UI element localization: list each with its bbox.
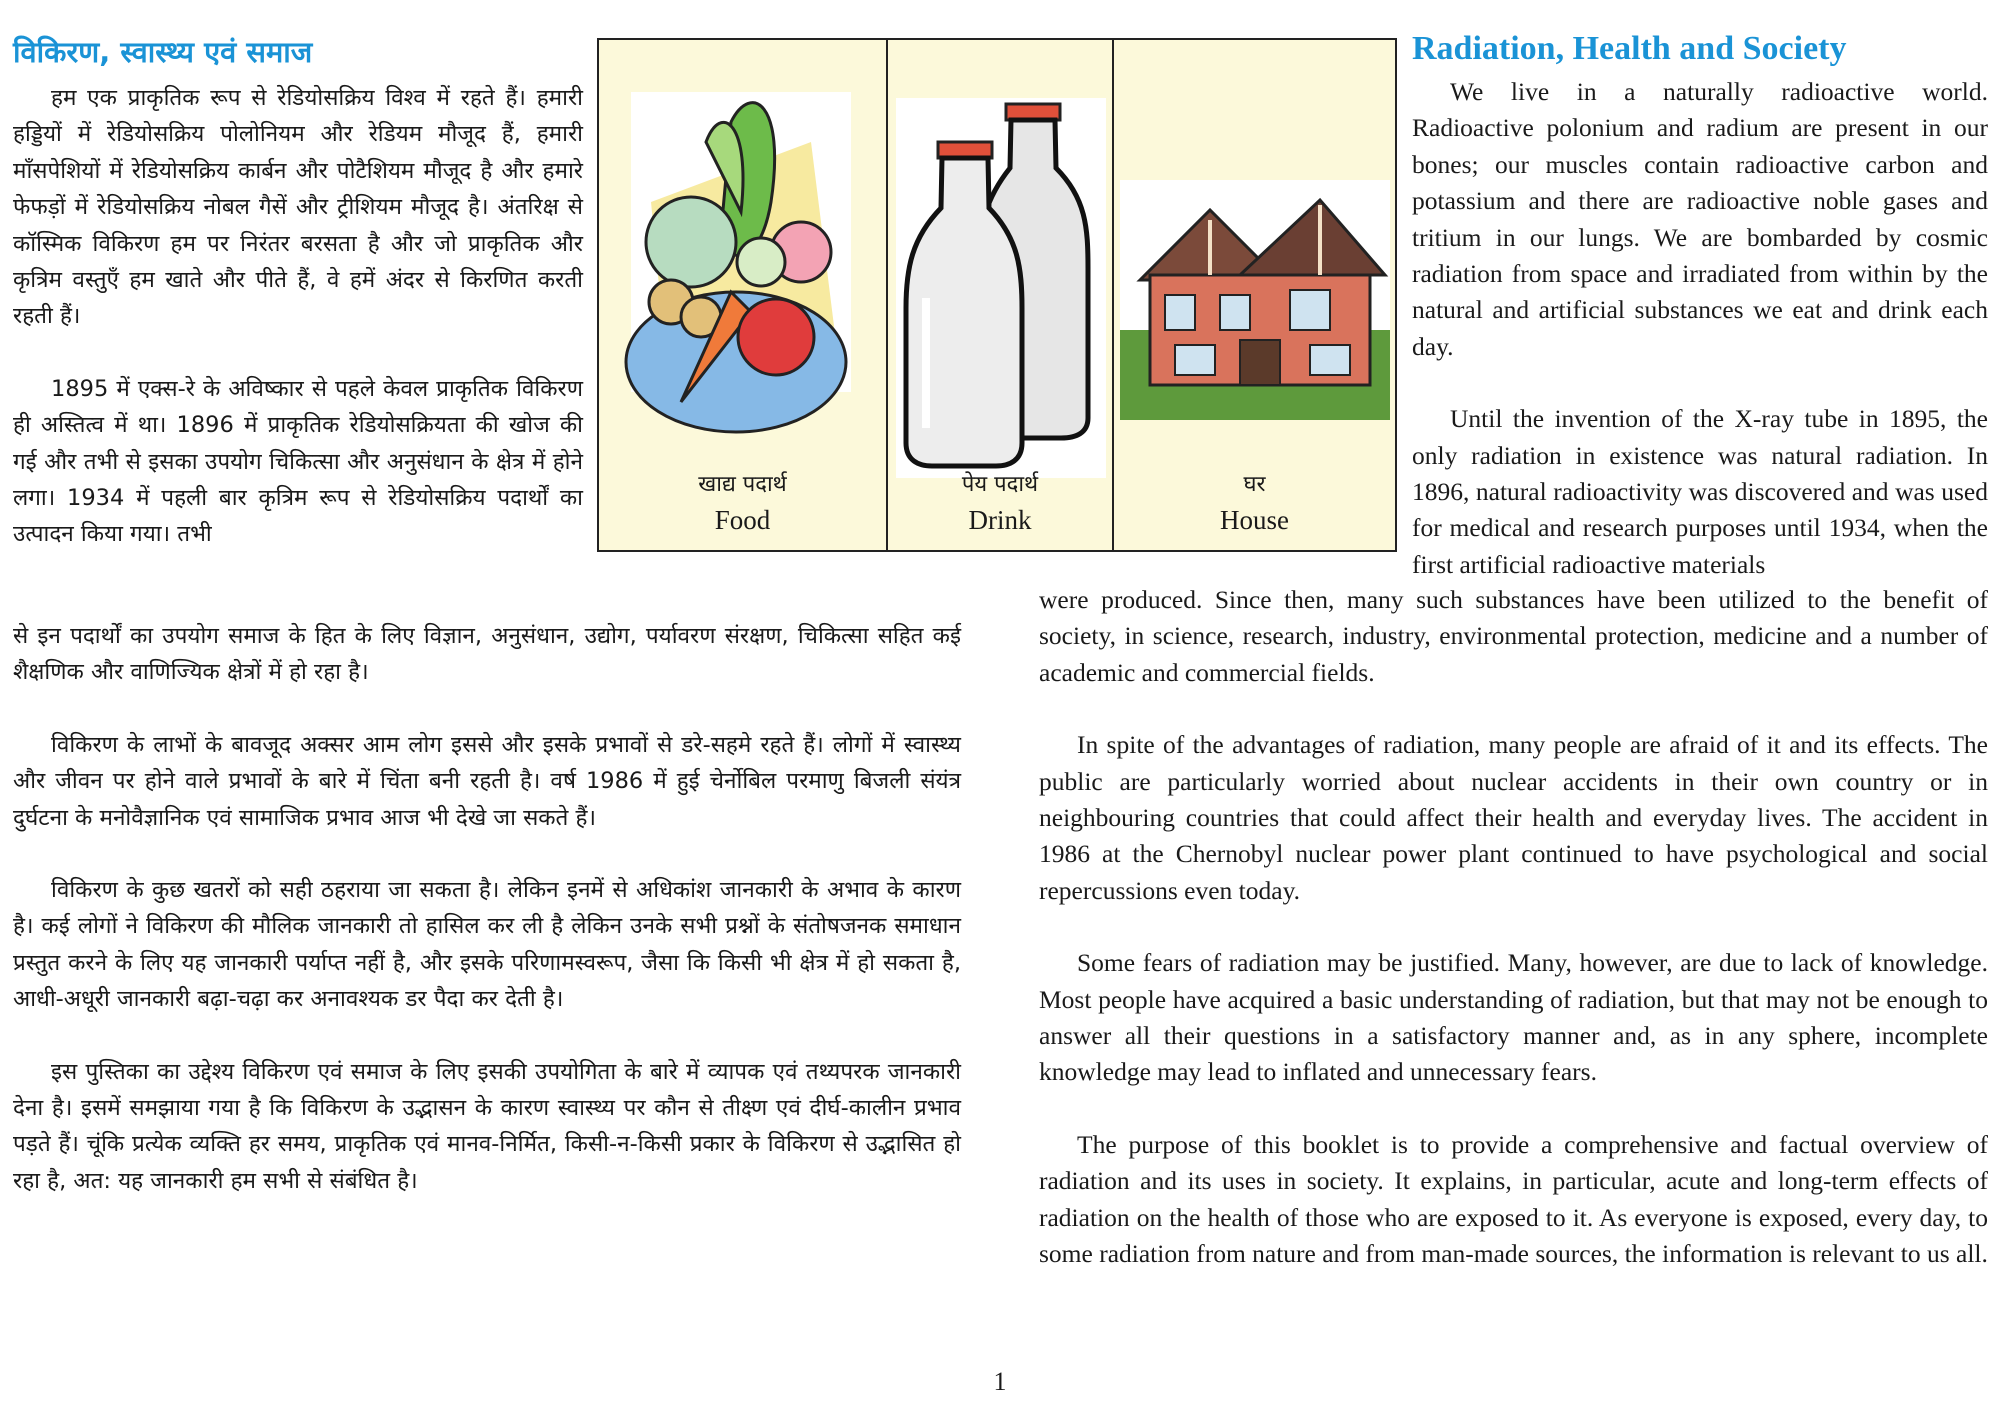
hindi-paragraph-2-rest: से इन पदार्थों का उपयोग समाज के हित के लिए विज्ञान, अनुसंधान, उद्योग, पर्यावरण संरक्षण, चिकित्सा सहित कई शैक्षणिक और वाणिज्यिक क्षेत्रों में हो रहा है।: [13, 623, 961, 686]
figure-caption-drink: [888, 468, 1112, 538]
english-paragraph-4: Some fears of radiation may be justified. Many, however, are due to lack of knowledge. Most people have acquired a basic understanding of radiation, but that may not be enough to answer all their questions in a satisfactory manner and, as in any sphere, incomplete knowledge may lead to inflated and unnecessary fears.: [1039, 948, 1988, 1087]
figure-caption-food: [599, 468, 886, 538]
caption-hindi: पेय पदार्थ: [961, 472, 1039, 497]
english-column-rest: [1039, 582, 1988, 1273]
english-paragraph-2-top: Until the invention of the X-ray tube in 1895, the only radiation in existence was natural radiation. In 1896, natural radioactivity was discovered and was used for medical and research purposes until 1934, when the first artificial radioactive materials: [1412, 404, 1988, 579]
figure-food-drink-house: [597, 38, 1397, 552]
figure-panel-house: [1112, 40, 1395, 550]
caption-hindi: खाद्य पदार्थ: [698, 472, 787, 497]
house-icon: [1120, 180, 1390, 420]
english-paragraph-3: In spite of the advantages of radiation, many people are afraid of it and its effects. The public are particularly worried about nuclear accidents in their own country or in neighbouring countries that could affect their health and everyday lives. The accident in 1986 at the Chernobyl nuclear power plant continued to have psychological and social repercussions even today.: [1039, 730, 1988, 905]
figure-panel-food: [599, 40, 886, 550]
page-number: 1: [993, 1367, 1007, 1396]
english-paragraph-1: We live in a naturally radioactive world. Radioactive polonium and radium are present in our bones; our muscles contain radioactive carbon and potassium and there are radioactive noble gases and tritium in our lungs. We are bombarded by cosmic radiation from space and irradiated from within by the natural and artificial substances we eat and drink each day.: [1412, 77, 1988, 361]
hindi-paragraph-1: हम एक प्राकृतिक रूप से रेडियोसक्रिय विश्व में रहते हैं। हमारी हड्डियों में रेडियोसक्रिय पोलोनियम और रेडियम मौजूद हैं, हमारी माँसपेशियों में रेडियोसक्रिय कार्बन और पोटैशियम मौजूद है और हमारे फेफड़ों में रेडियोसक्रिय नोबल गैसें और ट्रीशियम मौजूद है। अंतरिक्ष से कॉस्मिक विकिरण हम पर निरंतर बरसता है और जो प्राकृतिक और कृत्रिम वस्तुएँ हम खाते और पीते हैं, वे हमें अंदर से किरणित करती रहती हैं।: [13, 85, 583, 330]
english-heading: Radiation, Health and Society: [1412, 30, 1847, 67]
figure-panel-drink: [886, 40, 1112, 550]
hindi-paragraph-4: विकिरण के कुछ खतरों को सही ठहराया जा सकता है। लेकिन इनमें से अधिकांश जानकारी के अभाव के कारण है। कई लोगों ने विकिरण की मौलिक जानकारी तो हासिल कर ली है लेकिन उनके सभी प्रश्नों के संतोषजनक समाधान प्रस्तुत करने के लिए यह जानकारी पर्याप्त नहीं है, और इसके परिणामस्वरूप, जैसा कि किसी भी क्षेत्र में हो सकता है, आधी-अधूरी जानकारी बढ़ा-चढ़ा कर अनावश्यक डर पैदा कर देती है।: [13, 877, 961, 1013]
figure-caption-house: [1114, 468, 1395, 538]
vegetables-icon: [611, 82, 871, 452]
hindi-column-rest: [13, 618, 961, 1199]
english-paragraph-5: The purpose of this booklet is to provide a comprehensive and factual overview of radiation and its uses in society. It explains, in particular, acute and long-term effects of radiation on the health of those who are exposed to it. As everyone is exposed, every day, to some radiation from nature and from man-made sources, the information is relevant to us all.: [1039, 1129, 1988, 1269]
caption-english: Drink: [968, 505, 1032, 535]
hindi-paragraph-5: इस पुस्तिका का उद्देश्य विकिरण एवं समाज के लिए इसकी उपयोगिता के बारे में व्यापक एवं तथ्यपरक जानकारी देना है। इसमें समझाया गया है कि विकिरण के उद्भासन के कारण स्वास्थ्य पर कौन से तीक्ष्ण एवं दीर्घ-कालीन प्रभाव पड़ते हैं। चूंकि प्रत्येक व्यक्ति हर समय, प्राकृतिक एवं मानव-निर्मित, किसी-न-किसी प्रकार के विकिरण से उद्भासित हो रहा है, अत: यह जानकारी हम सभी से संबंधित है।: [13, 1058, 961, 1194]
milk-bottles-icon: [896, 98, 1106, 478]
caption-hindi: घर: [1243, 472, 1266, 497]
hindi-column-top: [13, 80, 583, 553]
hindi-paragraph-2-top: 1895 में एक्स-रे के अविष्कार से पहले केवल प्राकृतिक विकिरण ही अस्तित्व में था। 1896 में प्राकृतिक रेडियोसक्रियता की खोज की गई और तभी से इसका उपयोग चिकित्सा और अनुसंधान के क्षेत्र में होने लगा। 1934 में पहली बार कृत्रिम रूप से रेडियोसक्रिय पदार्थों का उत्पादन किया गया। तभी: [13, 375, 583, 548]
english-column-top: [1412, 74, 1988, 583]
hindi-paragraph-3: विकिरण के लाभों के बावजूद अक्सर आम लोग इससे और इसके प्रभावों से डरे-सहमे रहते हैं। लोगों में स्वास्थ्य और जीवन पर होने वाले प्रभावों के बारे में चिंता बनी रहती है। वर्ष 1986 में हुई चेर्नोबिल परमाणु बिजली संयंत्र दुर्घटना के मनोवैज्ञानिक एवं सामाजिक प्रभाव आज भी देखे जा सकते हैं।: [13, 731, 961, 831]
english-paragraph-2-rest: were produced. Since then, many such substances have been utilized to the benefit of society, in science, research, industry, environmental protection, medicine and a number of academic and commercial fields.: [1039, 585, 1988, 687]
caption-english: Food: [714, 505, 771, 535]
caption-english: House: [1220, 505, 1289, 535]
hindi-heading: विकिरण, स्वास्थ्य एवं समाज: [13, 35, 313, 69]
